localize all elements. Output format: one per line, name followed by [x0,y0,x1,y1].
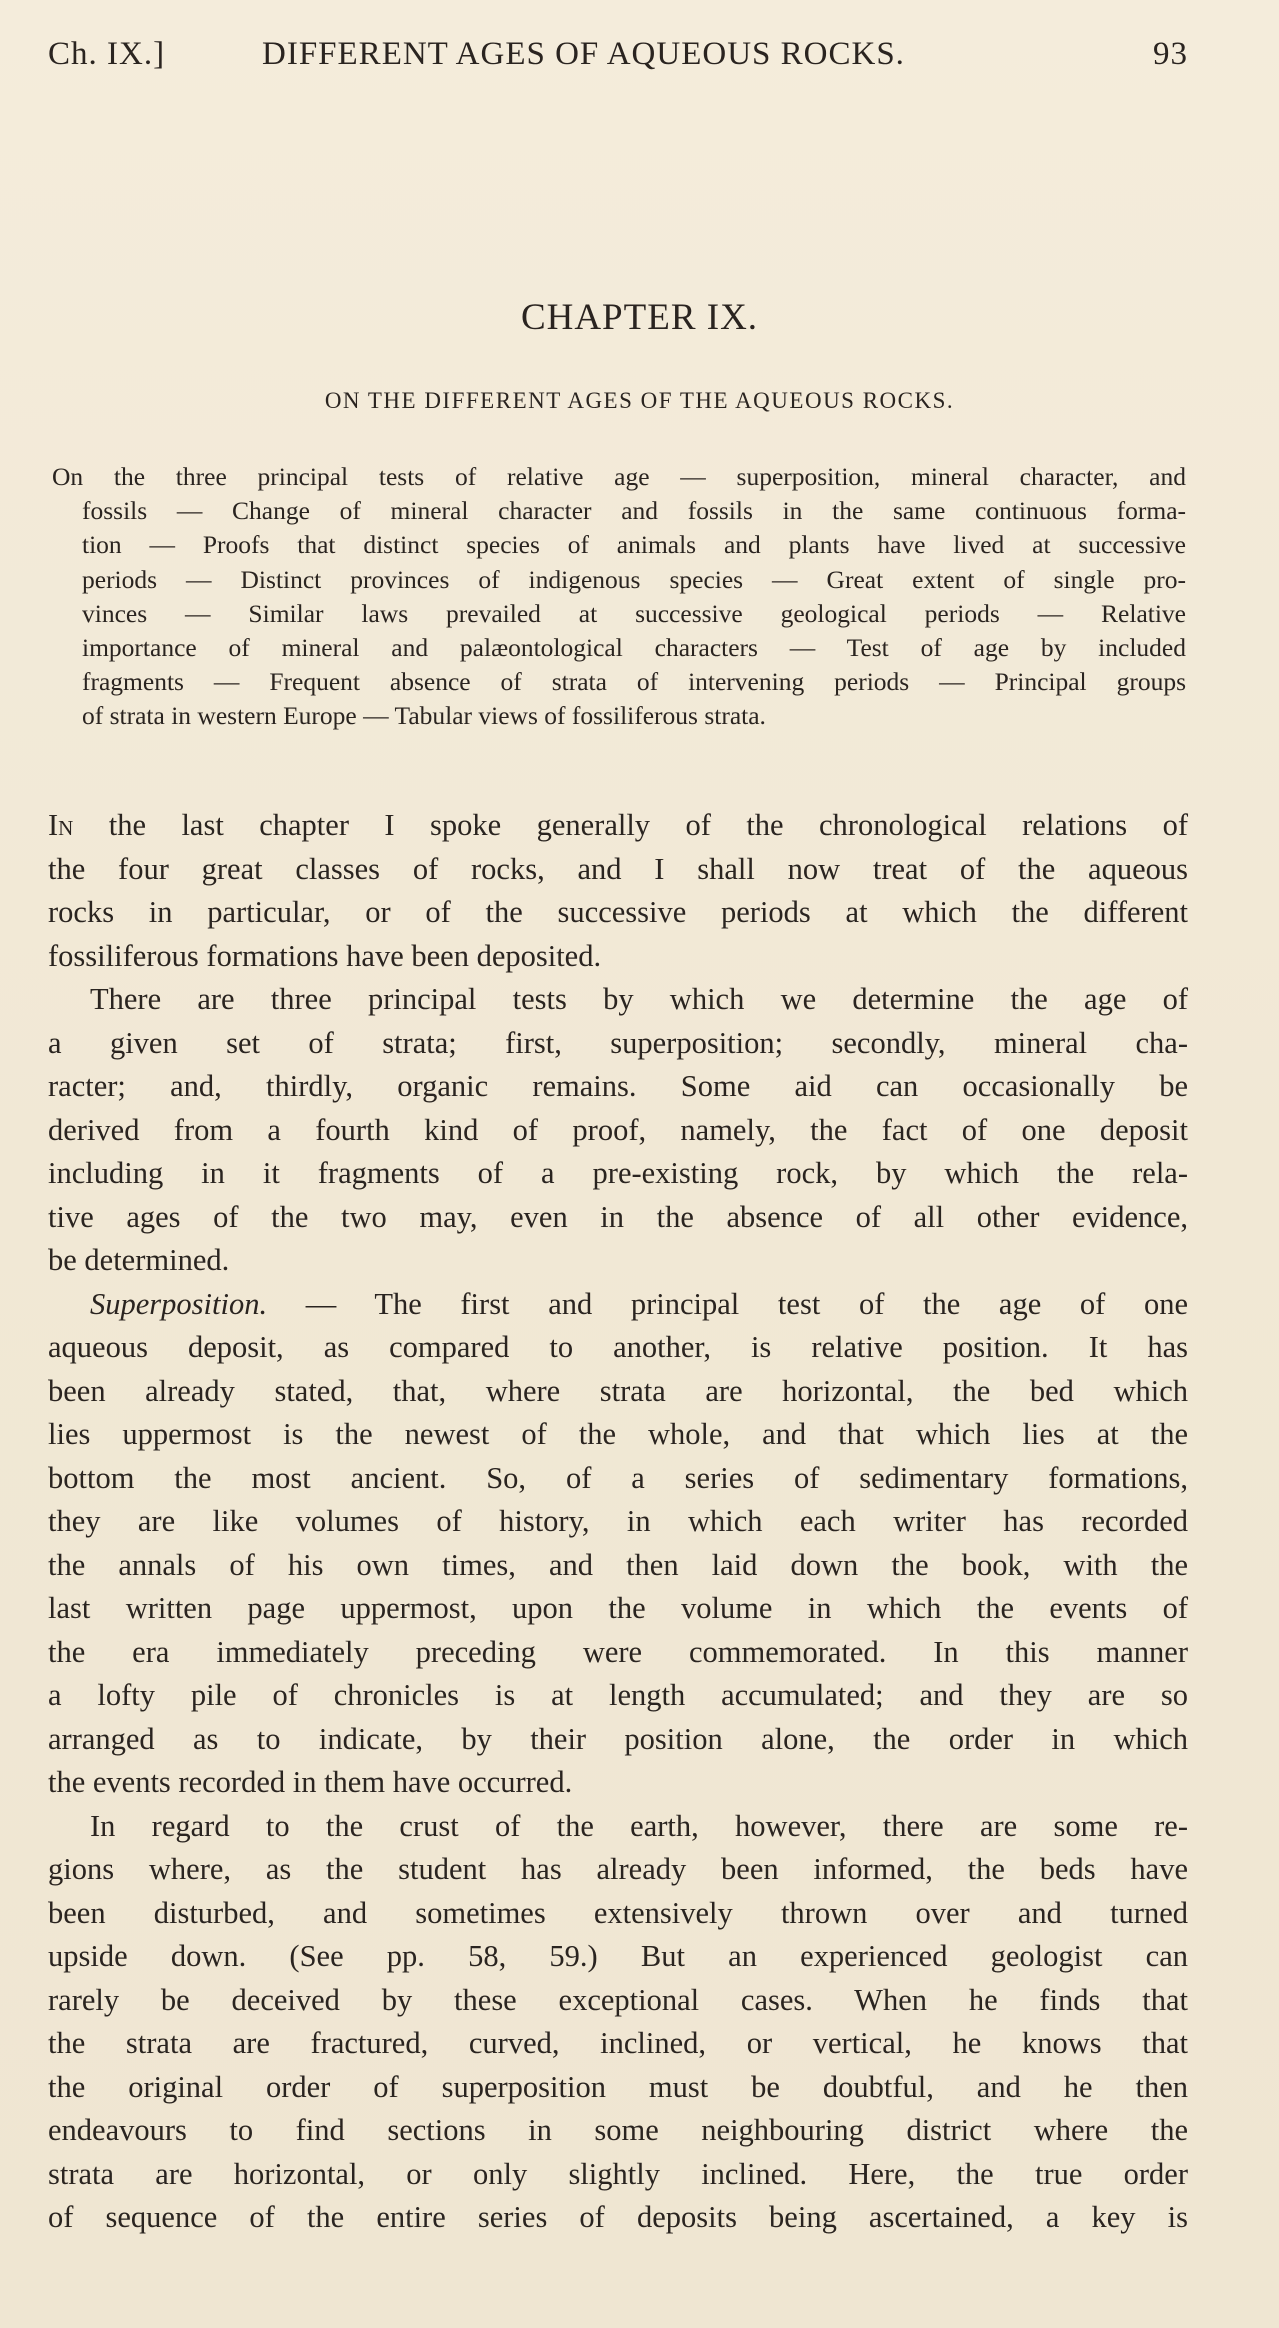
body-line: Superposition. — The first and principal test of the age of one [90,1286,1188,1321]
body-line: In the last chapter I spoke generally of the chronological relations of [48,808,1188,842]
summary-line: fossils — Change of mineral character and fossils in the same continuous forma- [82,496,1186,526]
summary-line: vinces — Similar laws prevailed at successive geological periods — Relative [82,598,1186,628]
body-line: rocks in particular, or of the successive periods at which the different [48,895,1188,929]
body-line: they are like volumes of history, in which each writer has recorded [48,1504,1188,1538]
body-line: including in it fragments of a pre-existing rock, by which the rela- [48,1156,1188,1190]
body-line: the annals of his own times, and then laid down the book, with the [48,1547,1188,1582]
body-line: aqueous deposit, as compared to another, is relative position. It has [48,1330,1188,1364]
summary-line: tion — Proofs that distinct species of animals and plants have lived at successive [82,530,1186,560]
chapter-summary [52,460,1186,734]
running-head [48,36,1188,76]
body-line: last written page uppermost, upon the volume in which the events of [48,1591,1188,1625]
body-line: the strata are fractured, curved, inclined, or vertical, he knows that [48,2026,1188,2060]
body-line: fossiliferous formations have been deposited. [48,938,602,973]
summary-line: importance of mineral and palæontological characters — Test of age by included [82,633,1186,663]
body-line: rarely be deceived by these exceptional cases. When he finds that [48,1982,1188,2017]
opening-word: In [48,808,74,842]
body-line: bottom the most ancient. So, of a series of sedimentary formations, [48,1460,1188,1495]
body-line: There are three principal tests by which we determine the age of [90,982,1188,1016]
summary-line: fragments — Frequent absence of strata of intervening periods — Principal groups [82,667,1186,697]
body-line: a given set of strata; first, superposition; secondly, mineral cha- [48,1025,1188,1060]
body-line: a lofty pile of chronicles is at length accumulated; and they are so [48,1678,1188,1712]
running-title: DIFFERENT AGES OF AQUEOUS ROCKS. [262,36,905,72]
body-line: arranged as to indicate, by their position alone, the order in which [48,1721,1188,1756]
section-heading: Superposition. [90,1286,268,1321]
body-line: of sequence of the entire series of deposits being ascertained, a key is [48,2200,1188,2234]
body-text [48,804,1188,2240]
body-line: In regard to the crust of the earth, however, there are some re- [90,1808,1188,1843]
body-line: tive ages of the two may, even in the absence of all other evidence, [48,1199,1188,1234]
body-line: been already stated, that, where strata are horizontal, the bed which [48,1373,1188,1408]
body-line: derived from a fourth kind of proof, namely, the fact of one deposit [48,1112,1188,1147]
body-line: upside down. (See pp. 58, 59.) But an experienced geologist can [48,1939,1188,1973]
chapter-reference: Ch. IX.] [48,36,166,72]
body-line: gions where, as the student has already been informed, the beds have [48,1852,1188,1886]
body-line: the events recorded in them have occurred. [48,1765,573,1799]
body-line: be determined. [48,1243,230,1277]
body-line: lies uppermost is the newest of the whole, and that which lies at the [48,1417,1188,1451]
summary-line: periods — Distinct provinces of indigenous species — Great extent of single pro- [82,564,1186,594]
body-line: the four great classes of rocks, and I shall now treat of the aqueous [48,851,1188,886]
body-line: the era immediately preceding were commemorated. In this manner [48,1634,1188,1669]
summary-line: of strata in western Europe — Tabular views of fossiliferous strata. [82,701,766,731]
body-line: endeavours to find sections in some neighbouring district where the [48,2113,1188,2147]
body-line: been disturbed, and sometimes extensively thrown over and turned [48,1895,1188,1930]
body-line: the original order of superposition must be doubtful, and he then [48,2069,1188,2104]
chapter-subtitle: ON THE DIFFERENT AGES OF THE AQUEOUS ROCKS. [324,388,955,413]
body-line: racter; and, thirdly, organic remains. Some aid can occasionally be [48,1069,1188,1103]
body-line: strata are horizontal, or only slightly inclined. Here, the true order [48,2156,1188,2191]
page-number: 93 [1153,36,1188,72]
chapter-title: CHAPTER IX. [520,297,759,338]
summary-line: On the three principal tests of relative age — superposition, mineral character, and [52,462,1186,491]
